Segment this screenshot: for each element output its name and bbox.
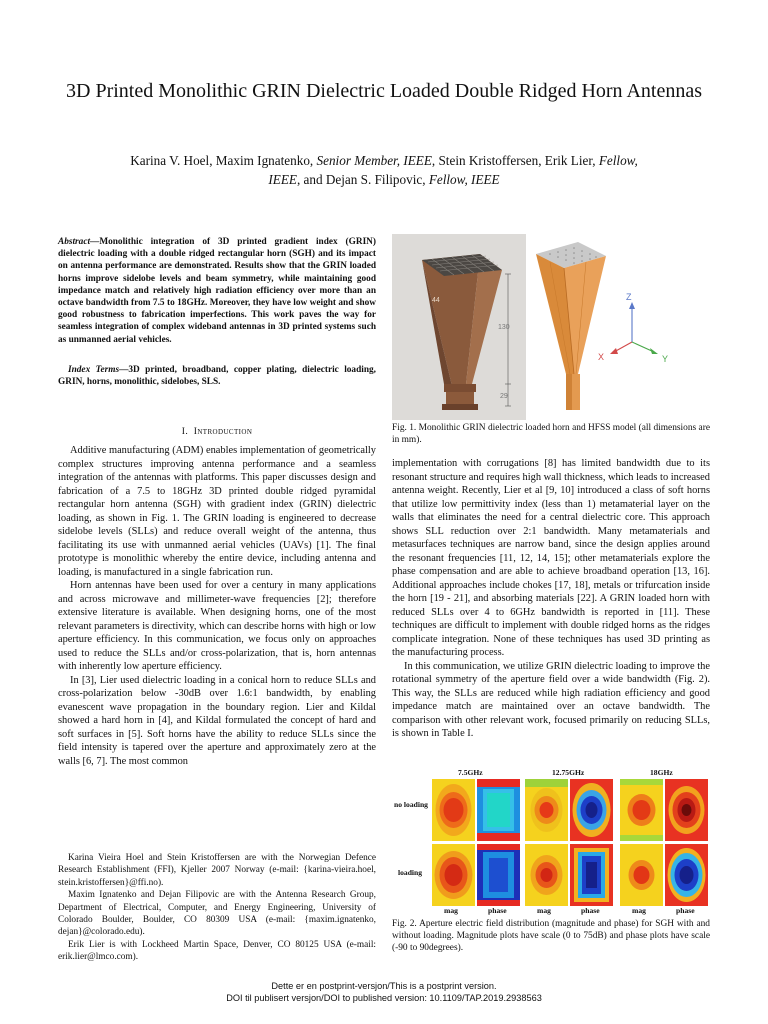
postprint-note xyxy=(0,980,768,1004)
horn-photo xyxy=(392,234,526,420)
paragraph: Horn antennas have been used for over a century in many applications and across microwave and millimeter-wave frequencies [2]; therefore extensive literature is available. When designing horns, one of the most relevant parameters is directivity, which can describe horns with high or low aperture efficiency. In this communication, we focus only on approaches used to reduce the SLLs and/or cross-polarization, that is, horn antennas with inherently low aperture efficiency. xyxy=(58,580,376,672)
figure-1 xyxy=(392,234,710,420)
field-tile-phase xyxy=(477,844,520,906)
doi-line: DOI til publisert versjon/DOI to published version: 10.1109/TAP.2019.2938563 xyxy=(226,993,542,1003)
paragraph: implementation with corrugations [8] has limited bandwidth due to its resonant structure and requires high wall thickness, which leads to increased antenna weight. Recently, Lier et al [9, 10] introduced a class of soft horns that utilize low permittivity index (less than 1) metamaterial layer on the walls that eliminates the need for a central dielectric core. This approach shows SLL reduction over 2:1 bandwidth. Many metamaterials and metasurfaces techniques are narrow band, since the design applies around the resonant frequencies [11, 12, 14, 15]; other metamaterials explore the phase compensation and are able to achieve broadband operation [13, 16]. Additional approaches include chokes [17, 18], metals or trifurcation inside the horn [19 - 21], and absorbing materials [22]. A GRIN loaded horn with reduced SLLs over 4 to 6GHz bandwidth is reported in [11]. These techniques are difficult to implement with double ridged horns as the ridges complicate integration. None of these techniques has used 3D printing as the manufacturing process. xyxy=(392,458,710,658)
footnotes xyxy=(58,852,376,964)
field-tile-phase xyxy=(665,779,708,841)
index-terms xyxy=(58,364,376,388)
left-column-body xyxy=(58,444,376,768)
abstract-label: Abstract xyxy=(58,237,91,247)
section-heading-introduction xyxy=(58,426,376,437)
axis-z-label: Z xyxy=(626,292,632,302)
authors-line2-b: , and Dejan S. Filipovic, xyxy=(296,172,429,187)
field-tile-mag xyxy=(620,779,663,841)
authors-line2-a: IEEE xyxy=(268,172,297,187)
hfss-model xyxy=(530,234,710,420)
axis-y-label: Y xyxy=(662,354,669,364)
field-tile-phase xyxy=(477,779,520,841)
freq-label: 7.5GHz xyxy=(458,768,483,777)
abstract xyxy=(58,236,376,346)
authors-line1-c: , Stein Kristoffersen, Erik Lier, xyxy=(431,153,599,168)
col-label: mag xyxy=(537,906,551,915)
freq-label: 18GHz xyxy=(650,768,673,777)
dim-label-top: 44 xyxy=(432,297,440,304)
freq-label: 12.75GHz xyxy=(552,768,585,777)
footnote: Karina Vieira Hoel and Stein Kristoffersen are with the Norwegian Defence Research Establishment (FFI), Kjeller 2007 Norway (e-mail: {karina-vieira.hoel, stein.kristoffersen}@ffi.no). xyxy=(58,853,376,888)
authors-line1-a: Karina V. Hoel, Maxim Ignatenko, xyxy=(130,153,317,168)
row-label: loading xyxy=(398,868,423,877)
col-label: mag xyxy=(632,906,646,915)
paragraph: In this communication, we utilize GRIN dielectric loading to improve the rotational symmetry of the aperture field over a wide bandwidth (Fig. 2). This way, the SLLs are reduced while high radiation efficiency and good impedance match are maintained over an octave bandwidth. The comparison with other relevant work, focused primarily on reducing SLLs, is shown in Table I. xyxy=(392,660,710,739)
section-number: I. xyxy=(181,426,189,437)
axis-x-label: X xyxy=(598,352,605,362)
col-label: phase xyxy=(676,906,695,915)
postprint-note-line1: Dette er en postprint-versjon/This is a postprint version. xyxy=(271,981,497,991)
abstract-text: —Monolithic integration of 3D printed gradient index (GRIN) dielectric loading with a double ridged rectangular horn (SGH) and its impact on antenna performance are demonstrated. Results show that the GRIN loaded horns improve sidelobe levels and beam symmetry, while maintaining good impedance match and relatively high radiation efficiency over more than an octave bandwidth from 7.5 to 18GHz. Moreover, they have low weight and show good robustness to fabrication imperfections. This work paves the way for seamless integration of complex wideband antennas in 3D printed systems such as unmanned aerial vehicles. xyxy=(58,237,376,345)
figure-2-caption: Fig. 2. Aperture electric field distribution (magnitude and phase) for SGH with and without loading. Magnitude plots have scale (0 to 75dB) and phase plots have scale (-90 to 90degrees). xyxy=(392,919,710,954)
figure-1-caption: Fig. 1. Monolithic GRIN dielectric loaded horn and HFSS model (all dimensions are in mm). xyxy=(392,423,710,446)
paragraph: In [3], Lier used dielectric loading in a conical horn to reduce SLLs and cross-polarization below -30dB over 1.6:1 bandwidth, by enabling evanescent wave propagation in the boundary region. Lier and Kildal showed a hard horn in [4], and Kildal formulated the concept of hard and soft surfaces in [5]. Soft horns have the ability to reduce SLLs since the field intensity is tapered over the aperture and approximately zero at the walls [6, 7]. The most common xyxy=(58,674,376,767)
author-list xyxy=(80,151,688,189)
authors-line1-b: Senior Member, IEEE xyxy=(316,153,432,168)
index-terms-label: Index Terms xyxy=(68,365,120,375)
field-tile-phase xyxy=(570,844,613,906)
field-tile-mag xyxy=(620,844,663,906)
field-tile-mag xyxy=(432,844,475,906)
field-tile-phase xyxy=(570,779,613,841)
row-label: no loading xyxy=(394,800,428,809)
col-label: mag xyxy=(444,906,458,915)
right-column-body xyxy=(392,457,710,741)
section-title: Introduction xyxy=(193,426,253,437)
field-tile-mag xyxy=(525,779,568,841)
paragraph: Additive manufacturing (ADM) enables implementation of geometrically complex structures improving antenna performance and a seamless integration of the antennas with platforms. This paper discusses design and fabrication of a 7.5 to 18GHz 3D printed double ridged pyramidal rectangular horn antenna (SGH) with gradient index (GRIN) dielectric loading, as shown in Fig. 1. The GRIN loading is engineered to decrease sidelobe levels (SLLs) and reduce overall weight of the antenna, thus facilitating its use with unmanned aerial vehicles (UAVs) [1]. The final prototype is monolithic whereby the entire device, including antenna and loading, is manufactured in a single fabrication run. xyxy=(58,445,376,578)
dim-label-mid: 130 xyxy=(498,324,510,331)
col-label: phase xyxy=(488,906,507,915)
col-label: phase xyxy=(581,906,600,915)
figure-2 xyxy=(392,768,710,916)
footnote: Maxim Ignatenko and Dejan Filipovic are with the Antenna Research Group, Department of Electrical, Computer, and Energy Engineering, University of Colorado Boulder, Boulder, CO 80309 USA (e-mail: {maxim.ignatenko, dejan}@colorado.edu). xyxy=(58,890,376,938)
authors-line1-d: Fellow, xyxy=(598,153,638,168)
field-tile-phase xyxy=(665,844,708,906)
footnote: Erik Lier is with Lockheed Martin Space, Denver, CO 80125 USA (e-mail: erik.lier@lmco.com). xyxy=(58,939,376,963)
index-terms-text: —3D printed, broadband, copper plating, dielectric loading, GRIN, horns, monolithic, sidelobes, SLS. xyxy=(58,365,376,388)
dim-label-bot: 29 xyxy=(500,393,508,400)
field-tile-mag xyxy=(525,844,568,906)
authors-line2-c: Fellow, IEEE xyxy=(428,172,500,187)
paper-title: 3D Printed Monolithic GRIN Dielectric Loaded Double Ridged Horn Antennas xyxy=(66,80,702,102)
field-tile-mag xyxy=(432,779,475,841)
